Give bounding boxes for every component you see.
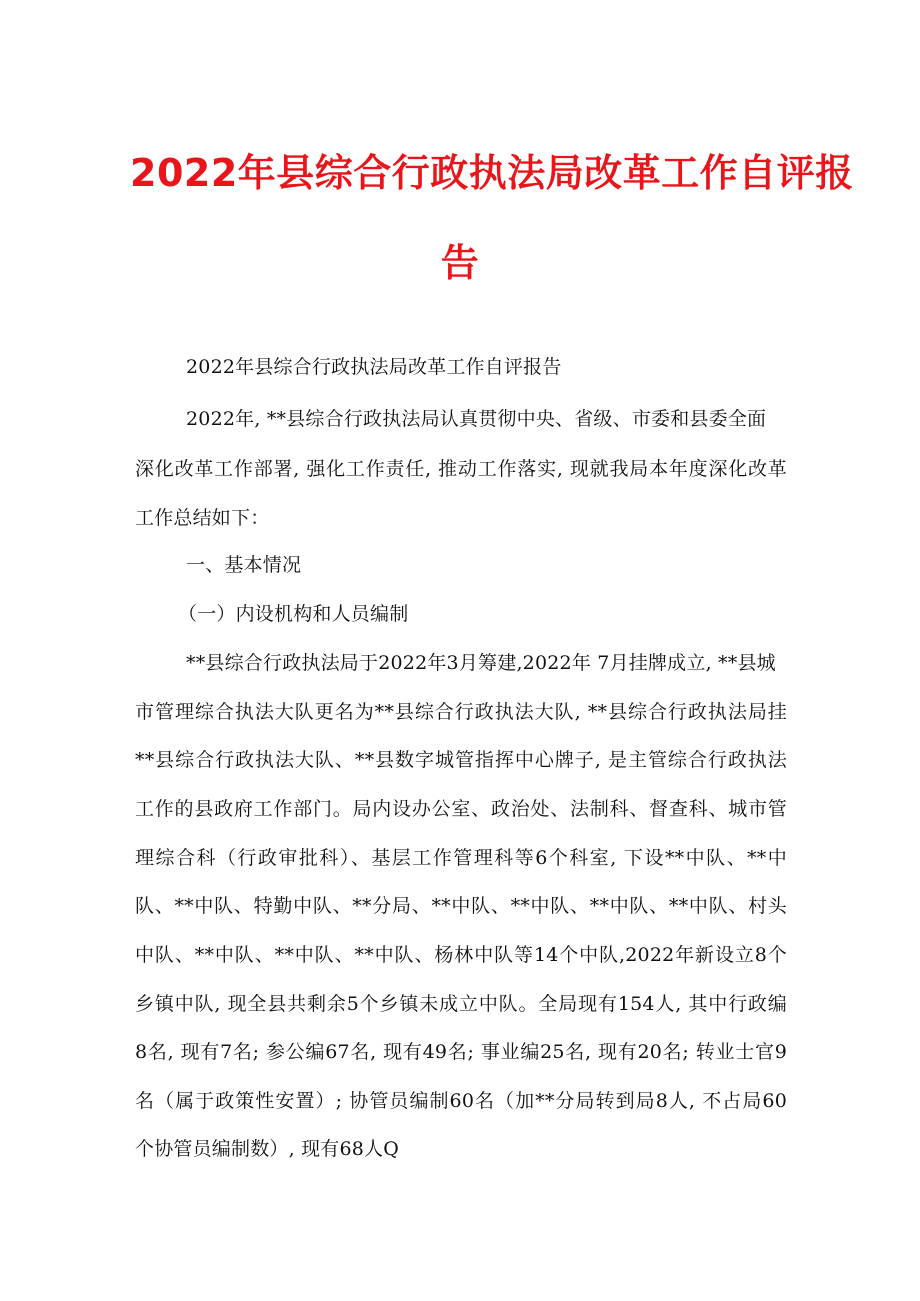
body-line: 工作的县政府工作部门。局内设办公室、政治处、法制科、督查科、城市管 xyxy=(135,798,787,820)
body-line: 个协管员编制数）, 现有68人Q xyxy=(135,1138,400,1160)
intro-line: 2022年, **县综合行政执法局认真贯彻中央、省级、市委和县委全面 xyxy=(186,408,767,430)
body-line: 乡镇中队, 现全县共剩余5个乡镇未成立中队。全局现有154人, 其中行政编 xyxy=(135,993,787,1015)
intro-line: 工作总结如下： xyxy=(135,507,270,529)
body-line: **县综合行政执法大队、**县数字城管指挥中心牌子, 是主管综合行政执法 xyxy=(135,749,787,771)
body-line: **县综合行政执法局于2022年3月筹建,2022年 7月挂牌成立, **县城 xyxy=(186,652,776,674)
document-title-line-1: 2022年县综合行政执法局改革工作自评报 xyxy=(130,151,854,195)
document-title-line-2: 告 xyxy=(440,241,480,285)
section-heading: 一、基本情况 xyxy=(186,554,302,576)
subsection-heading: （一）内设机构和人员编制 xyxy=(178,603,409,625)
body-line: 队、**中队、特勤中队、**分局、**中队、**中队、**中队、**中队、村头 xyxy=(135,895,787,917)
document-subtitle: 2022年县综合行政执法局改革工作自评报告 xyxy=(186,356,562,378)
intro-line: 深化改革工作部署, 强化工作责任, 推动工作落实, 现就我局本年度深化改革 xyxy=(135,458,787,480)
body-line: 名（属于政策性安置）; 协管员编制60名（加**分局转到局8人, 不占局60 xyxy=(135,1090,787,1112)
body-line: 中队、**中队、**中队、**中队、杨林中队等14个中队,2022年新设立8个 xyxy=(135,944,787,966)
body-line: 市管理综合执法大队更名为**县综合行政执法大队, **县综合行政执法局挂 xyxy=(135,701,787,723)
body-line: 8名, 现有7名; 参公编67名, 现有49名; 事业编25名, 现有20名; 转业士官9 xyxy=(135,1041,787,1063)
body-line: 理综合科（行政审批科）、基层工作管理科等6个科室, 下设**中队、**中 xyxy=(135,847,787,869)
